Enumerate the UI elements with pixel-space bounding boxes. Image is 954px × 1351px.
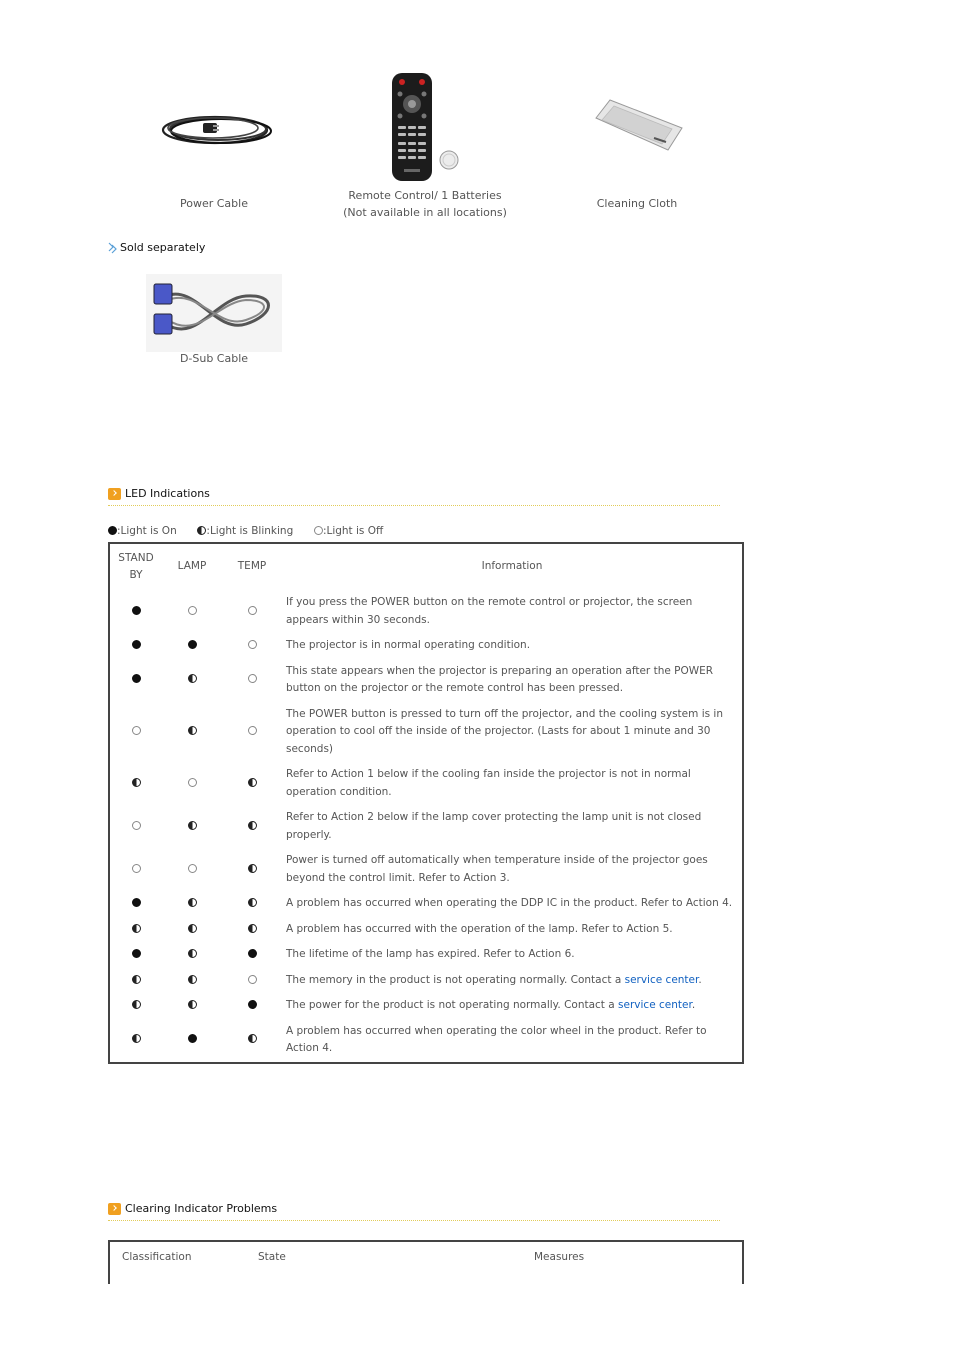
light-blinking-icon [188, 726, 197, 735]
lamp-indicator-cell [162, 993, 222, 1019]
temp-indicator-cell [222, 942, 282, 968]
light-off-icon [314, 526, 323, 535]
standby-indicator-cell [109, 702, 162, 763]
light-blinking-icon [248, 821, 257, 830]
light-off-icon [248, 640, 257, 649]
lamp-indicator-cell [162, 1019, 222, 1063]
lamp-indicator-cell [162, 633, 222, 659]
light-blinking-icon [248, 778, 257, 787]
lamp-indicator-cell [162, 942, 222, 968]
d-sub-cable-image [146, 274, 282, 352]
header-state: State [258, 1251, 286, 1263]
lamp-indicator-cell [162, 702, 222, 763]
light-blinking-icon [188, 821, 197, 830]
light-blinking-icon [188, 924, 197, 933]
light-on-icon [132, 606, 141, 615]
lamp-indicator-cell [162, 891, 222, 917]
service-center-link[interactable]: service center [624, 973, 699, 986]
lamp-indicator-cell [162, 805, 222, 848]
header-lamp: LAMP [177, 560, 207, 573]
lamp-indicator-cell [162, 659, 222, 702]
d-sub-cable-image-frame [146, 274, 282, 352]
light-off-icon [188, 606, 197, 615]
table-row [109, 805, 743, 848]
temp-indicator-cell [222, 805, 282, 848]
standby-indicator-cell [109, 762, 162, 805]
table-row [109, 891, 743, 917]
double-chevron-icon [108, 242, 118, 254]
standby-indicator-cell [109, 993, 162, 1019]
light-on-icon [108, 526, 117, 535]
section-divider [108, 505, 720, 506]
d-sub-cable-caption: D-Sub Cable [179, 352, 249, 365]
light-blinking-icon [248, 864, 257, 873]
remote-control-caption [330, 187, 520, 221]
standby-indicator-cell [109, 805, 162, 848]
standby-indicator-cell [109, 659, 162, 702]
light-on-icon [248, 949, 257, 958]
information-cell: Refer to Action 2 below if the lamp cover protecting the lamp unit is not closed properly. [286, 811, 702, 841]
table-row [109, 702, 743, 763]
information-cell: A problem has occurred when operating the color wheel in the product. Refer to Action 4. [286, 1024, 707, 1054]
led-table-body [109, 590, 743, 1063]
temp-indicator-cell [222, 993, 282, 1019]
light-blinking-icon [188, 975, 197, 984]
temp-indicator-cell [222, 762, 282, 805]
temp-indicator-cell [222, 659, 282, 702]
standby-indicator-cell [109, 891, 162, 917]
temp-indicator-cell [222, 702, 282, 763]
light-off-icon [248, 726, 257, 735]
light-off-icon [132, 821, 141, 830]
service-center-link[interactable]: service center [618, 999, 692, 1011]
light-blinking-icon [248, 898, 257, 907]
temp-indicator-cell [222, 1019, 282, 1063]
header-temp: TEMP [237, 560, 267, 573]
information-cell: This state appears when the projector is preparing an operation after the POWER button on the projector or the remote control has been pressed. [286, 664, 714, 694]
table-row [109, 590, 743, 633]
header-information: Information [481, 560, 543, 573]
lamp-indicator-cell [162, 917, 222, 943]
temp-indicator-cell [222, 968, 282, 994]
standby-indicator-cell [109, 968, 162, 994]
arrow-box-icon [108, 488, 121, 500]
light-on-icon [248, 1000, 257, 1009]
information-cell: A problem has occurred with the operation of the lamp. Refer to Action 5. [286, 922, 673, 935]
led-legend: :Light is On :Light is Blinking :Light is Off [108, 525, 383, 537]
light-blinking-icon [248, 1034, 257, 1043]
table-header-row [109, 543, 743, 590]
standby-indicator-cell [109, 848, 162, 891]
information-cell: Power is turned off automatically when temperature inside of the projector goes beyond the control limit. Refer to Action 3. [286, 854, 708, 884]
standby-indicator-cell [109, 942, 162, 968]
light-blinking-icon [132, 975, 141, 984]
table-row [109, 917, 743, 943]
light-blinking-icon [132, 1000, 141, 1009]
light-off-icon [248, 606, 257, 615]
light-blinking-icon [132, 778, 141, 787]
light-off-icon [188, 778, 197, 787]
light-off-icon [132, 726, 141, 735]
information-cell: The projector is in normal operating condition. [286, 639, 531, 651]
arrow-box-icon [108, 1203, 121, 1215]
table-row [109, 762, 743, 805]
light-on-icon [188, 1034, 197, 1043]
lamp-indicator-cell [162, 590, 222, 633]
standby-indicator-cell [109, 917, 162, 943]
clearing-indicator-heading: Clearing Indicator Problems [108, 1202, 277, 1215]
light-blinking-icon [188, 674, 197, 683]
temp-indicator-cell [222, 590, 282, 633]
information-cell: Refer to Action 1 below if the cooling fan inside the projector is not in normal operation condition. [286, 768, 691, 798]
table-row [109, 942, 743, 968]
information-cell: The power for the product is not operating normally. Contact a service center. [286, 999, 696, 1011]
power-cable-image [155, 105, 280, 155]
temp-indicator-cell [222, 917, 282, 943]
standby-indicator-cell [109, 633, 162, 659]
table-row [109, 993, 743, 1019]
light-on-icon [132, 949, 141, 958]
light-off-icon [188, 864, 197, 873]
temp-indicator-cell [222, 633, 282, 659]
light-on-icon [132, 898, 141, 907]
light-blinking-icon [188, 898, 197, 907]
information-cell: A problem has occurred when operating the DDP IC in the product. Refer to Action 4. [286, 897, 733, 909]
header-classification: Classification [122, 1251, 192, 1263]
light-on-icon [188, 640, 197, 649]
standby-indicator-cell [109, 590, 162, 633]
temp-indicator-cell [222, 891, 282, 917]
information-cell: If you press the POWER button on the remote control or projector, the screen appears within 30 seconds. [286, 596, 693, 626]
lamp-indicator-cell [162, 968, 222, 994]
table-row [109, 968, 743, 994]
remote-control-image [388, 72, 463, 184]
table-row [109, 848, 743, 891]
light-blinking-icon [248, 924, 257, 933]
light-blinking-icon [132, 1034, 141, 1043]
information-cell: The POWER button is pressed to turn off the projector, and the cooling system is in operation to cool off the inside of the projector. (Lasts for about 1 minute and 30 seconds) [286, 707, 723, 755]
table-row [109, 659, 743, 702]
light-on-icon [132, 640, 141, 649]
information-cell: The memory in the product is not operating normally. Contact a service center. [286, 973, 702, 986]
clearing-indicator-table [108, 1240, 744, 1284]
remote-caption-line1: Remote Control/ 1 Batteries [348, 189, 502, 202]
light-off-icon [132, 864, 141, 873]
sold-separately-heading: Sold separately [108, 241, 205, 254]
cleaning-cloth-caption: Cleaning Cloth [596, 197, 678, 210]
light-blinking-icon [188, 949, 197, 958]
power-cable-caption: Power Cable [180, 197, 248, 210]
light-off-icon [248, 674, 257, 683]
light-on-icon [132, 674, 141, 683]
cleaning-cloth-image [592, 98, 684, 154]
remote-caption-line2: (Not available in all locations) [343, 206, 507, 219]
light-blinking-icon [188, 1000, 197, 1009]
light-blinking-icon [132, 924, 141, 933]
table-row [109, 1019, 743, 1063]
led-indications-heading: LED Indications [108, 487, 210, 500]
led-indications-table [108, 542, 744, 1064]
standby-indicator-cell [109, 1019, 162, 1063]
section-divider [108, 1220, 720, 1221]
temp-indicator-cell [222, 848, 282, 891]
header-measures: Measures [534, 1251, 585, 1263]
lamp-indicator-cell [162, 762, 222, 805]
light-off-icon [248, 975, 257, 984]
table-row [109, 633, 743, 659]
lamp-indicator-cell [162, 848, 222, 891]
information-cell: The lifetime of the lamp has expired. Refer to Action 6. [286, 948, 575, 960]
header-standby: STAND BY [118, 552, 154, 581]
